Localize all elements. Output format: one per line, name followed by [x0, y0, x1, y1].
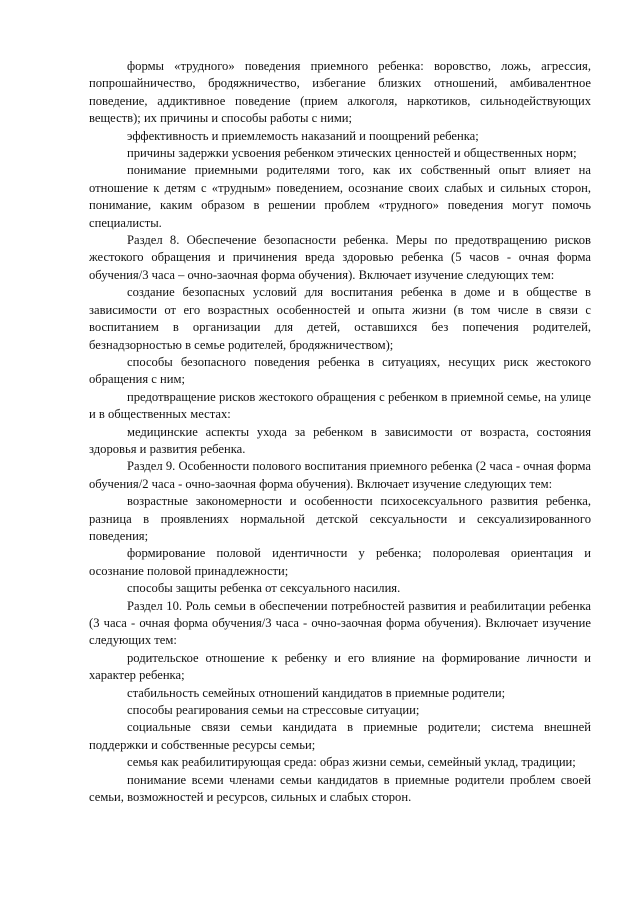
- section-8-heading: Раздел 8. Обеспечение безопасности ребенка. Меры по предотвращению рисков жестокого обращения и причинения вреда здоровью ребенка (5 часов - очная форма обучения/3 часа – очно-заочная форма обучения). Включает изучение следующих тем:: [89, 233, 591, 282]
- paragraph-abuse-prevention: предотвращение рисков жестокого обращения с ребенком в приемной семье, на улице и в общественных местах:: [89, 389, 591, 422]
- section-10-heading: Раздел 10. Роль семьи в обеспечении потребностей развития и реабилитации ребенка (3 часа - очная форма обучения/3 часа - очно-заочная форма обучения). Включает изучение следующих тем:: [89, 598, 591, 648]
- section-9-heading: Раздел 9. Особенности полового воспитания приемного ребенка (2 часа - очная форма обучения/2 часа - очно-заочная форма обучения). Включает изучение следующих тем:: [89, 459, 591, 491]
- paragraph-medical-aspects: медицинские аспекты ухода за ребенком в зависимости от возраста, состояния здоровья и развития ребенка.: [89, 424, 591, 456]
- document-page: [89, 58, 591, 806]
- paragraph-family-stability: стабильность семейных отношений кандидатов в приемные родители;: [127, 685, 506, 700]
- paragraph-parental-attitude: родительское отношение к ребенку и его влияние на формирование личности и характер ребенка;: [89, 650, 591, 683]
- paragraph-social-connections: социальные связи семьи кандидата в приемные родители; система внешней поддержки и собственные ресурсы семьи;: [89, 720, 591, 752]
- paragraph-difficult-behavior-forms: формы «трудного» поведения приемного ребенка: воровство, ложь, агрессия, попрошайничество, бродяжничество, избегание близких отношений, амбивалентное поведение, аддиктивное поведение (прием алкоголя, наркотиков, сильнодействующих веществ); их причины и способы работы с ними;: [89, 59, 591, 126]
- paragraph-ethical-values-delay: причины задержки усвоения ребенком этических ценностей и общественных норм;: [127, 146, 577, 161]
- paragraph-stress-response: способы реагирования семьи на стрессовые ситуации;: [127, 703, 420, 718]
- paragraph-safe-conditions: создание безопасных условий для воспитания ребенка в доме и в обществе в зависимости от его возрастных особенностей и опыта жизни (в том числе в связи с воспитанием в организации для детей, оставшихся без попечения родителей, безнадзорностью в семье родителей, бродяжничеством);: [89, 285, 591, 352]
- paragraph-rehabilitating-environment: семья как реабилитирующая среда: образ жизни семьи, семейный уклад, традиции;: [127, 755, 576, 770]
- paragraph-gender-identity: формирование половой идентичности у ребенка; полоролевая ориентация и осознание половой принадлежности;: [89, 546, 591, 578]
- paragraph-psychosexual-development: возрастные закономерности и особенности психосексуального развития ребенка, разница в проявлениях нормальной детской сексуальности и сексуализированного поведения;: [89, 494, 591, 543]
- paragraph-protection-from-abuse: способы защиты ребенка от сексуального насилия.: [127, 581, 401, 596]
- paragraph-safe-behavior: способы безопасного поведения ребенка в ситуациях, несущих риск жестокого обращения с ним;: [89, 354, 591, 387]
- paragraph-family-problems-understanding: понимание всеми членами семьи кандидатов в приемные родители проблем своей семьи, возможностей и ресурсов, сильных и слабых сторон.: [89, 772, 591, 805]
- paragraph-parents-understanding: понимание приемными родителями того, как их собственный опыт влияет на отношение к детям с «трудным» поведением, осознание своих слабых и сильных сторон, понимание, каким образом в решении проблем «трудного» поведения могут помочь специалисты.: [89, 163, 591, 230]
- paragraph-punishment-effectiveness: эффективность и приемлемость наказаний и поощрений ребенка;: [127, 128, 479, 143]
